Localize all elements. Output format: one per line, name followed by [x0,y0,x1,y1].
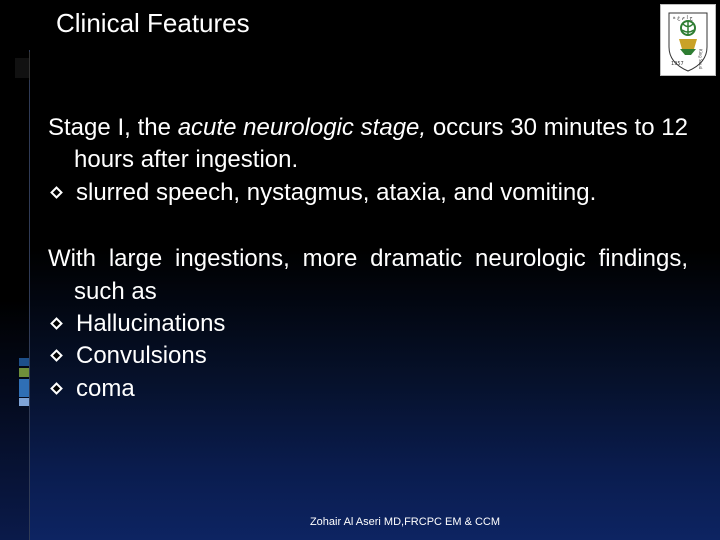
bullet-text: coma [76,374,135,402]
italic-term: acute neurologic stage, [177,114,427,141]
paragraph-large-ingestions: With large ingestions, more dramatic neurologic findings, such as [48,245,688,305]
decor-bar [15,58,29,78]
text-run: occurs 30 minutes to 12 hours after ingestion. [74,114,688,174]
decor-bar [19,379,29,397]
list-item [48,308,688,340]
list-item [48,177,688,209]
svg-text:ج ا م ع ة: ج ا م ع ة [673,15,693,21]
logo-year: 1957 [671,61,684,67]
decor-bar [19,358,29,366]
university-seal-icon [661,5,715,75]
bullet-text: Convulsions [76,342,207,370]
slide-body [48,112,688,405]
bullet-list-stage-one [48,177,688,209]
left-band [0,0,29,540]
slide-footer [0,516,720,528]
text-run: Stage I, the [48,114,178,141]
bullet-list-findings [48,308,688,405]
decor-bar [19,398,29,406]
list-item [48,373,688,405]
bullet-text: Hallucinations [76,309,226,337]
decor-bar [19,368,29,377]
list-item [48,340,688,372]
side-rule [29,50,30,540]
slide-title: Clinical Features [56,8,250,38]
bullet-text: slurred speech, nystagmus, ataxia, and vomiting. [76,178,597,206]
bullet-square-icon [50,382,63,395]
paragraph-stage-one [48,112,688,177]
university-logo [660,4,716,76]
bullet-square-icon [50,186,63,199]
bullet-square-icon [50,317,63,330]
bullet-square-icon [50,349,63,362]
svg-text:King Saud: King Saud [698,49,703,70]
footer-author: Zohair Al Aseri MD,FRCPC EM & CCM [309,516,501,528]
